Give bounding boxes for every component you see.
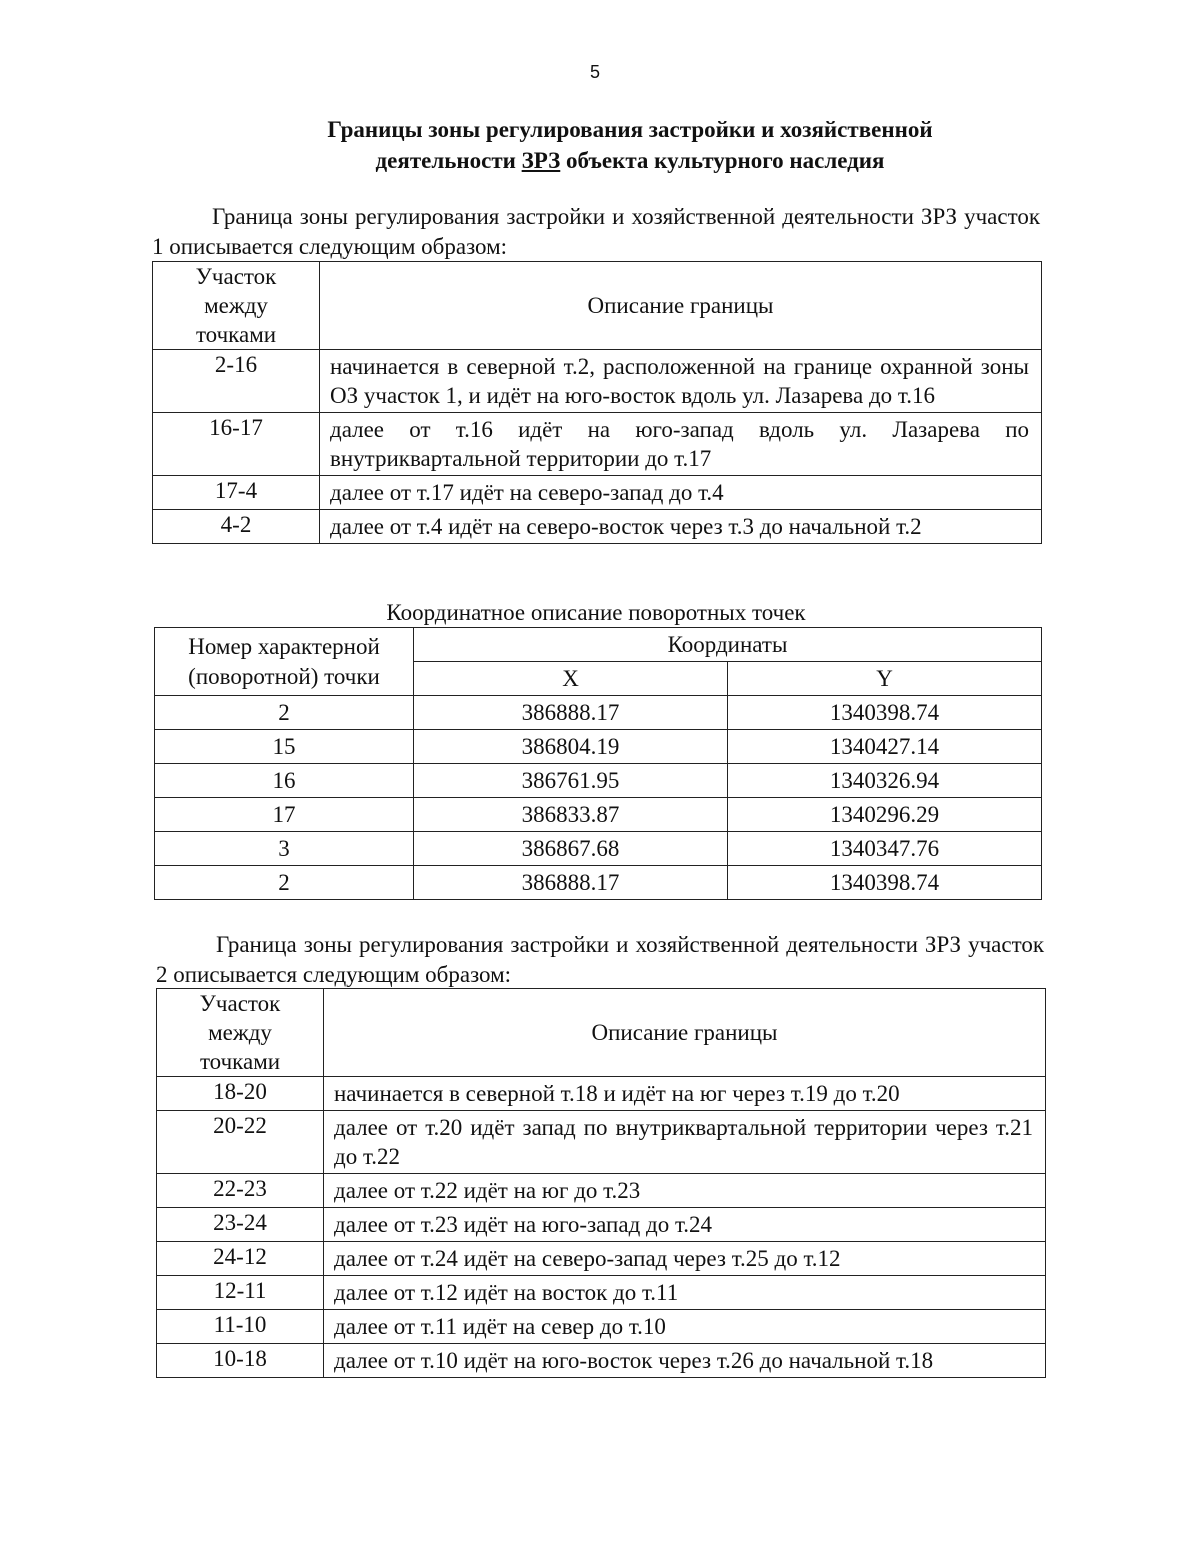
row-points: 12-11	[157, 1276, 324, 1310]
title-zrz-underlined: ЗРЗ	[521, 148, 561, 173]
table-row	[157, 1276, 1046, 1310]
coord-x: 386833.87	[414, 798, 728, 832]
boundary-table-section2	[156, 988, 1046, 1378]
coord-x: 386804.19	[414, 730, 728, 764]
row-description: далее от т.23 идёт на юго-запад до т.24	[324, 1208, 1046, 1242]
table-row	[157, 1208, 1046, 1242]
table-row	[157, 1111, 1046, 1174]
table-row	[153, 476, 1042, 510]
points-header-line3: точками	[199, 1049, 281, 1074]
row-points: 16-17	[153, 413, 320, 476]
table-row	[153, 413, 1042, 476]
row-points: 10-18	[157, 1344, 324, 1378]
points-header-line2: между	[204, 293, 268, 318]
row-description: начинается в северной т.18 и идёт на юг через т.19 до т.20	[324, 1077, 1046, 1111]
y-header: Y	[728, 662, 1042, 696]
row-description: далее от т.24 идёт на северо-запад через т.25 до т.12	[324, 1242, 1046, 1276]
row-description: далее от т.17 идёт на северо-запад до т.4	[320, 476, 1042, 510]
points-header-line1: Участок	[195, 264, 277, 289]
row-points: 17-4	[153, 476, 320, 510]
coord-x: 386867.68	[414, 832, 728, 866]
section2-intro: Граница зоны регулирования застройки и хозяйственной деятельности ЗРЗ участок 2 описывается следующим образом:	[156, 932, 1044, 987]
table-row	[155, 798, 1042, 832]
row-description: далее от т.16 идёт на юго-запад вдоль ул. Лазарева по внутриквартальной территории до т.17	[320, 413, 1042, 476]
point-number: 3	[155, 832, 414, 866]
row-description: начинается в северной т.2, расположенной на границе охранной зоны ОЗ участок 1, и идёт на юго-восток вдоль ул. Лазарева до т.16	[320, 350, 1042, 413]
points-header-line1: Участок	[199, 991, 281, 1016]
point-number: 15	[155, 730, 414, 764]
coord-y: 1340398.74	[728, 866, 1042, 900]
table-row	[155, 696, 1042, 730]
section1-intro: Граница зоны регулирования застройки и хозяйственной деятельности ЗРЗ участок 1 описывается следующим образом:	[152, 204, 1040, 259]
row-points: 18-20	[157, 1077, 324, 1111]
table-row	[155, 730, 1042, 764]
table-header-row	[153, 262, 1042, 350]
coord-y: 1340427.14	[728, 730, 1042, 764]
point-number: 2	[155, 696, 414, 730]
row-description: далее от т.4 идёт на северо-восток через т.3 до начальной т.2	[320, 510, 1042, 544]
description-header: Описание границы	[320, 262, 1042, 350]
table-header-row	[157, 989, 1046, 1077]
row-points: 11-10	[157, 1310, 324, 1344]
coord-x: 386761.95	[414, 764, 728, 798]
coord-y: 1340398.74	[728, 696, 1042, 730]
document-title	[200, 114, 1060, 176]
boundary-table-section1	[152, 261, 1042, 544]
points-header-line2: между	[208, 1020, 272, 1045]
row-description: далее от т.11 идёт на север до т.10	[324, 1310, 1046, 1344]
point-header-line2: (поворотной) точки	[188, 663, 380, 689]
points-header	[157, 989, 324, 1077]
title-line-2-pre: деятельности	[375, 148, 522, 173]
table-row	[153, 350, 1042, 413]
row-description: далее от т.10 идёт на юго-восток через т.26 до начальной т.18	[324, 1344, 1046, 1378]
table-row	[157, 1242, 1046, 1276]
point-number: 17	[155, 798, 414, 832]
coordinates-header: Координаты	[414, 628, 1042, 662]
table-row	[157, 1310, 1046, 1344]
table-row	[153, 510, 1042, 544]
points-header-line3: точками	[195, 322, 277, 347]
points-header	[153, 262, 320, 350]
table-row	[155, 764, 1042, 798]
coord-y: 1340326.94	[728, 764, 1042, 798]
row-description: далее от т.22 идёт на юг до т.23	[324, 1174, 1046, 1208]
row-description: далее от т.12 идёт на восток до т.11	[324, 1276, 1046, 1310]
row-description: далее от т.20 идёт запад по внутриквартальной территории через т.21 до т.22	[324, 1111, 1046, 1174]
point-number: 16	[155, 764, 414, 798]
table-row	[157, 1077, 1046, 1111]
coords-header-row	[155, 628, 1042, 662]
point-number-header	[155, 628, 414, 696]
table-row	[157, 1344, 1046, 1378]
table-row	[155, 866, 1042, 900]
title-line-2-post: объекта культурного наследия	[560, 148, 885, 173]
point-number: 2	[155, 866, 414, 900]
coordinates-table	[154, 627, 1042, 900]
title-line-1: Границы зоны регулирования застройки и хозяйственной	[327, 117, 933, 142]
row-points: 24-12	[157, 1242, 324, 1276]
coord-y: 1340347.76	[728, 832, 1042, 866]
page-number: 5	[589, 62, 600, 82]
row-points: 20-22	[157, 1111, 324, 1174]
row-points: 22-23	[157, 1174, 324, 1208]
row-points: 4-2	[153, 510, 320, 544]
point-header-line1: Номер характерной	[188, 633, 380, 659]
table-row	[155, 832, 1042, 866]
coord-x: 386888.17	[414, 866, 728, 900]
row-points: 23-24	[157, 1208, 324, 1242]
description-header: Описание границы	[324, 989, 1046, 1077]
table-row	[157, 1174, 1046, 1208]
coord-x: 386888.17	[414, 696, 728, 730]
coord-y: 1340296.29	[728, 798, 1042, 832]
row-points: 2-16	[153, 350, 320, 413]
coordinates-caption: Координатное описание поворотных точек	[386, 600, 806, 625]
x-header: X	[414, 662, 728, 696]
title-line-2	[200, 145, 1060, 176]
